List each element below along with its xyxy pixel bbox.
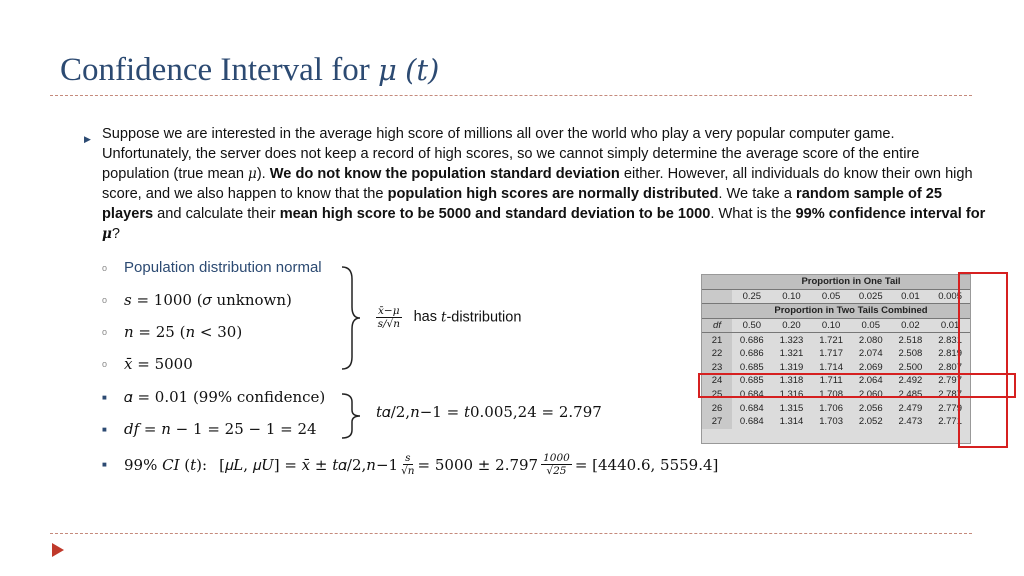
mu-symbol: μ	[377, 53, 397, 87]
play-triangle-icon	[52, 543, 64, 557]
condition-xbar: o 𝑥̄ = 5000	[102, 355, 193, 373]
footer-divider	[50, 533, 972, 534]
table-row-highlighted: 24 0.685 1.318 1.711 2.064 2.492 2.797	[702, 374, 970, 388]
square-bullet-icon: ■	[102, 392, 107, 402]
condition-n: o 𝑛 = 25 (𝑛 < 30)	[102, 323, 243, 341]
confidence-interval-formula: ■ 99% 𝐶𝐼 (𝑡): [𝜇𝐿, 𝜇𝑈] = 𝑥̄ ± 𝑡𝛼/2,𝑛−1 $\frac{\text{𝑠}}{\text{√𝑛}}$ = 5000 ± 2.797 $\frac{1000}{√25}$ = [4440.6, 5559.4]	[102, 452, 719, 477]
square-bullet-icon: ■	[102, 460, 107, 469]
t-table-image	[701, 274, 971, 444]
circle-bullet-icon: o	[102, 262, 108, 273]
right-brace-icon	[340, 265, 364, 371]
t-distribution-table: Proportion in One Tail 0.25 0.10 0.05 0.025 0.01 0.005 Proportion in Two Tails Combined df 0.50 0.20 0.10 0.05 0.02 0.01 21 0.686 1.323 1.721 2.080 2.518 2.831 22 0.686 1.321 1.717 2.074 2.508 2.819 23 0.685 1.319 1.714 2.069 2.500 2.807 24 0.685 1.318 1.711 2.064 2.492 2.797 25 0.684 1.316 1.708 2.060 2.485 2.787 26 0.684 1.315 1.706 2.056 2.479 2.779 27 0.684 1.314 1.703 2.052 2.473 2.771	[702, 275, 970, 429]
condition-alpha: ■ 𝛼 = 0.01 (99% confidence)	[102, 388, 326, 406]
triangle-bullet-icon: ▶	[84, 134, 91, 144]
title-divider	[50, 95, 972, 96]
condition-df: ■ 𝑑𝑓 = 𝑛 − 1 = 25 − 1 = 24	[102, 420, 317, 438]
table-row: 26 0.684 1.315 1.706 2.056 2.479 2.779	[702, 401, 970, 415]
circle-bullet-icon: o	[102, 359, 108, 369]
highlight-column-0005	[958, 272, 1008, 448]
circle-bullet-icon: o	[102, 295, 108, 305]
t-symbol: (𝑡)	[405, 53, 440, 87]
highlight-row-df24	[698, 373, 1016, 398]
condition-s: o 𝑠 = 1000 (𝜎 unknown)	[102, 291, 292, 309]
table-row: 21 0.686 1.323 1.721 2.080 2.518 2.831	[702, 333, 970, 347]
table-row: 27 0.684 1.314 1.703 2.052 2.473 2.771	[702, 415, 970, 429]
condition-normal: o Population distribution normal	[102, 259, 322, 276]
right-brace-icon-2	[340, 392, 364, 440]
square-bullet-icon: ■	[102, 424, 107, 434]
circle-bullet-icon: o	[102, 327, 108, 337]
table-row: 25 0.684 1.316 1.708 2.060 2.485 2.787	[702, 388, 970, 402]
t-distribution-statement: $\frac{\text{𝑥̄−𝜇}}{\text{𝑠/√𝑛}}$ has 𝑡-distribution	[377, 305, 522, 330]
t-critical-value: 𝑡𝛼/2,𝑛−1 = 𝑡0.005,24 = 2.797	[376, 403, 602, 421]
slide-title: Confidence Interval for μ (𝑡)	[60, 52, 440, 88]
table-row: 23 0.685 1.319 1.714 2.069 2.500 2.807	[702, 361, 970, 375]
table-row: 22 0.686 1.321 1.717 2.074 2.508 2.819	[702, 347, 970, 361]
t-statistic-fraction: $\frac{\text{𝑥̄−𝜇}}{\text{𝑠/√𝑛}}$	[377, 305, 400, 330]
problem-statement: Suppose we are interested in the average high score of millions all over the world who play a very popular computer game. Unfortunately, the server does not keep a record of high scores, so we cannot simply determine the average score of the entire population (true mean μ). We do not know the population standard deviation either. However, all individuals do know their own high score, and we also happen to know that the population high scores are normally distributed. We take a random sample of 25 players and calculate their mean high score to be 5000 and standard deviation to be 1000. What is the 99% confidence interval for μ?	[102, 126, 986, 242]
